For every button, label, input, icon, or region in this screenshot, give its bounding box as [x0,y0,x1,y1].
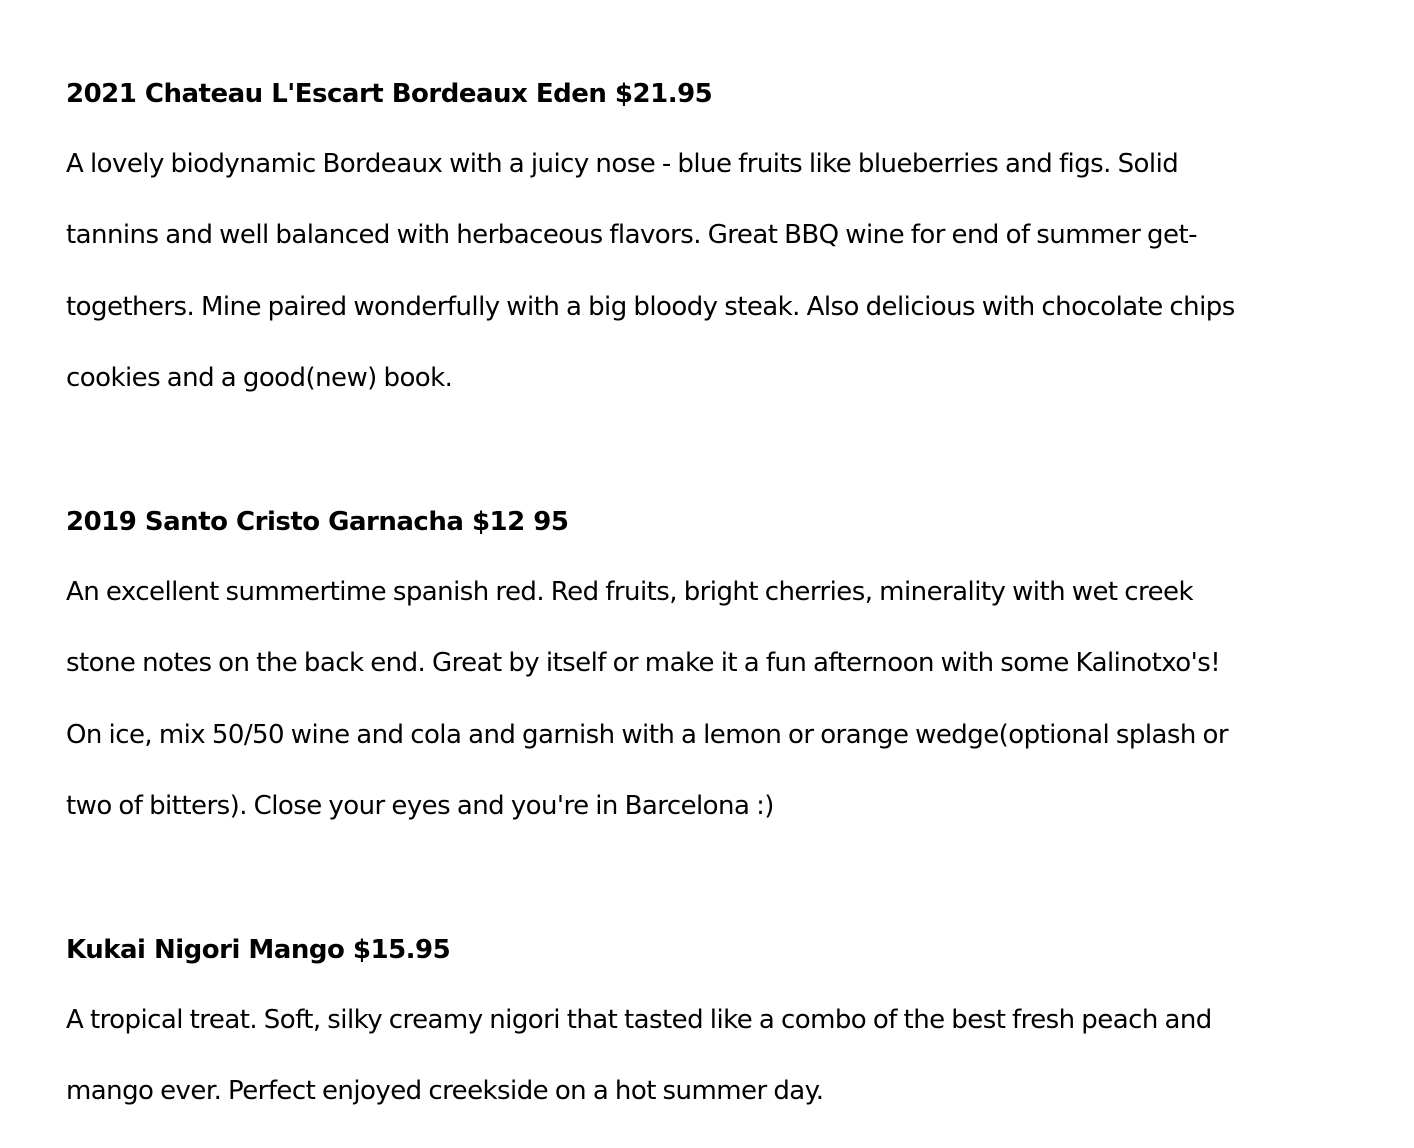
description-line: two of bitters). Close your eyes and you're in Barcelona :) [66,790,774,821]
sake-entry [66,933,1376,1128]
description-line: A tropical treat. Soft, silky creamy nigori that tasted like a combo of the best fresh peach and [66,1005,1212,1035]
description-line: An excellent summertime spanish red. Red fruits, bright cherries, minerality with wet creek [66,577,1193,607]
description-line: On ice, mix 50/50 wine and cola and garnish with a lemon or orange wedge(optional splash or [66,719,1229,750]
wine-description [66,129,1376,414]
wine-title: 2021 Chateau L'Escart Bordeaux Eden $21.95 [66,79,713,109]
description-line: tannins and well balanced with herbaceous flavors. Great BBQ wine for end of summer get- [66,220,1197,251]
sake-title: Kukai Nigori Mango $15.95 [66,935,451,965]
description-line: stone notes on the back end. Great by itself or make it a fun afternoon with some Kalinotxo's! [66,648,1221,679]
description-line: A lovely biodynamic Bordeaux with a juicy nose - blue fruits like blueberries and figs. Solid [66,149,1179,179]
description-line: cookies and a good(new) book. [66,362,453,393]
wine-entry [66,505,1376,842]
description-line: togethers. Mine paired wonderfully with a big bloody steak. Also delicious with chocolate chips [66,291,1235,322]
wine-entry [66,77,1376,414]
wine-description [66,557,1376,842]
description-line: mango ever. Perfect enjoyed creekside on a hot summer day. [66,1076,824,1107]
sake-description [66,985,1376,1128]
wine-title: 2019 Santo Cristo Garnacha $12 95 [66,507,569,537]
